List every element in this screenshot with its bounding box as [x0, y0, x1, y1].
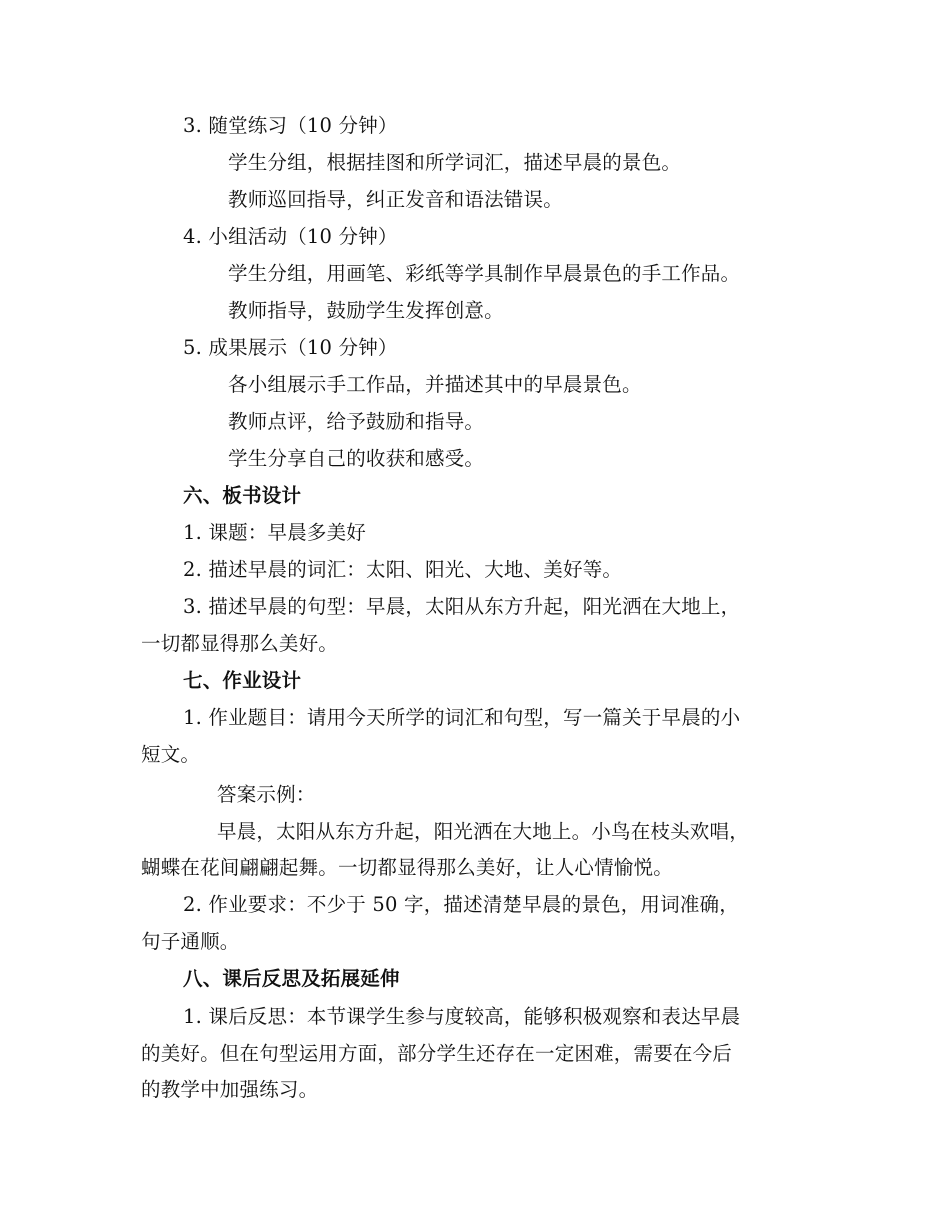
answer-example-line-1: 早晨，太阳从东方升起，阳光洒在大地上。小鸟在枝头欢唱，	[217, 820, 749, 843]
item-3-paragraph-2: 教师巡回指导，纠正发音和语法错误。	[228, 188, 563, 211]
item-3-paragraph-1: 学生分组，根据挂图和所学词汇，描述早晨的景色。	[228, 151, 682, 174]
item-4-paragraph-2: 教师指导，鼓励学生发挥创意。	[228, 299, 504, 322]
item-3-title: 3. 随堂练习（10 分钟）	[183, 114, 398, 137]
answer-example-label: 答案示例：	[217, 783, 316, 806]
section-6-item-3-line-1: 3. 描述早晨的句型：早晨，太阳从东方升起，阳光洒在大地上，	[183, 595, 741, 618]
section-7-heading: 七、作业设计	[183, 669, 302, 692]
item-5-paragraph-2: 教师点评，给予鼓励和指导。	[228, 410, 485, 433]
section-6-item-1: 1. 课题：早晨多美好	[183, 521, 367, 544]
section-7-item-2-line-2: 句子通顺。	[141, 930, 240, 953]
item-5-title: 5. 成果展示（10 分钟）	[183, 336, 398, 359]
section-8-item-1-line-3: 的教学中加强练习。	[141, 1078, 319, 1101]
section-6-item-2: 2. 描述早晨的词汇：太阳、阳光、大地、美好等。	[183, 558, 623, 581]
section-7-item-1-line-1: 1. 作业题目：请用今天所学的词汇和句型，写一篇关于早晨的小	[183, 706, 741, 729]
item-5-paragraph-1: 各小组展示手工作品，并描述其中的早晨景色。	[228, 373, 642, 396]
section-8-item-1-line-1: 1. 课后反思：本节课学生参与度较高，能够积极观察和表达早晨	[183, 1005, 741, 1028]
section-8-item-1-line-2: 的美好。但在句型运用方面，部分学生还存在一定困难，需要在今后	[141, 1042, 733, 1065]
section-6-item-3-line-2: 一切都显得那么美好。	[141, 632, 339, 655]
section-8-heading: 八、课后反思及拓展延伸	[183, 967, 400, 990]
answer-example-line-2: 蝴蝶在花间翩翩起舞。一切都显得那么美好，让人心情愉悦。	[141, 856, 673, 879]
section-7-item-2-line-1: 2. 作业要求：不少于 50 字，描述清楚早晨的景色，用词准确，	[183, 893, 739, 916]
item-5-paragraph-3: 学生分享自己的收获和感受。	[228, 447, 485, 470]
item-4-paragraph-1: 学生分组，用画笔、彩纸等学具制作早晨景色的手工作品。	[228, 262, 741, 285]
section-6-heading: 六、板书设计	[183, 484, 302, 507]
item-4-title: 4. 小组活动（10 分钟）	[183, 225, 398, 248]
section-7-item-1-line-2: 短文。	[141, 743, 201, 766]
